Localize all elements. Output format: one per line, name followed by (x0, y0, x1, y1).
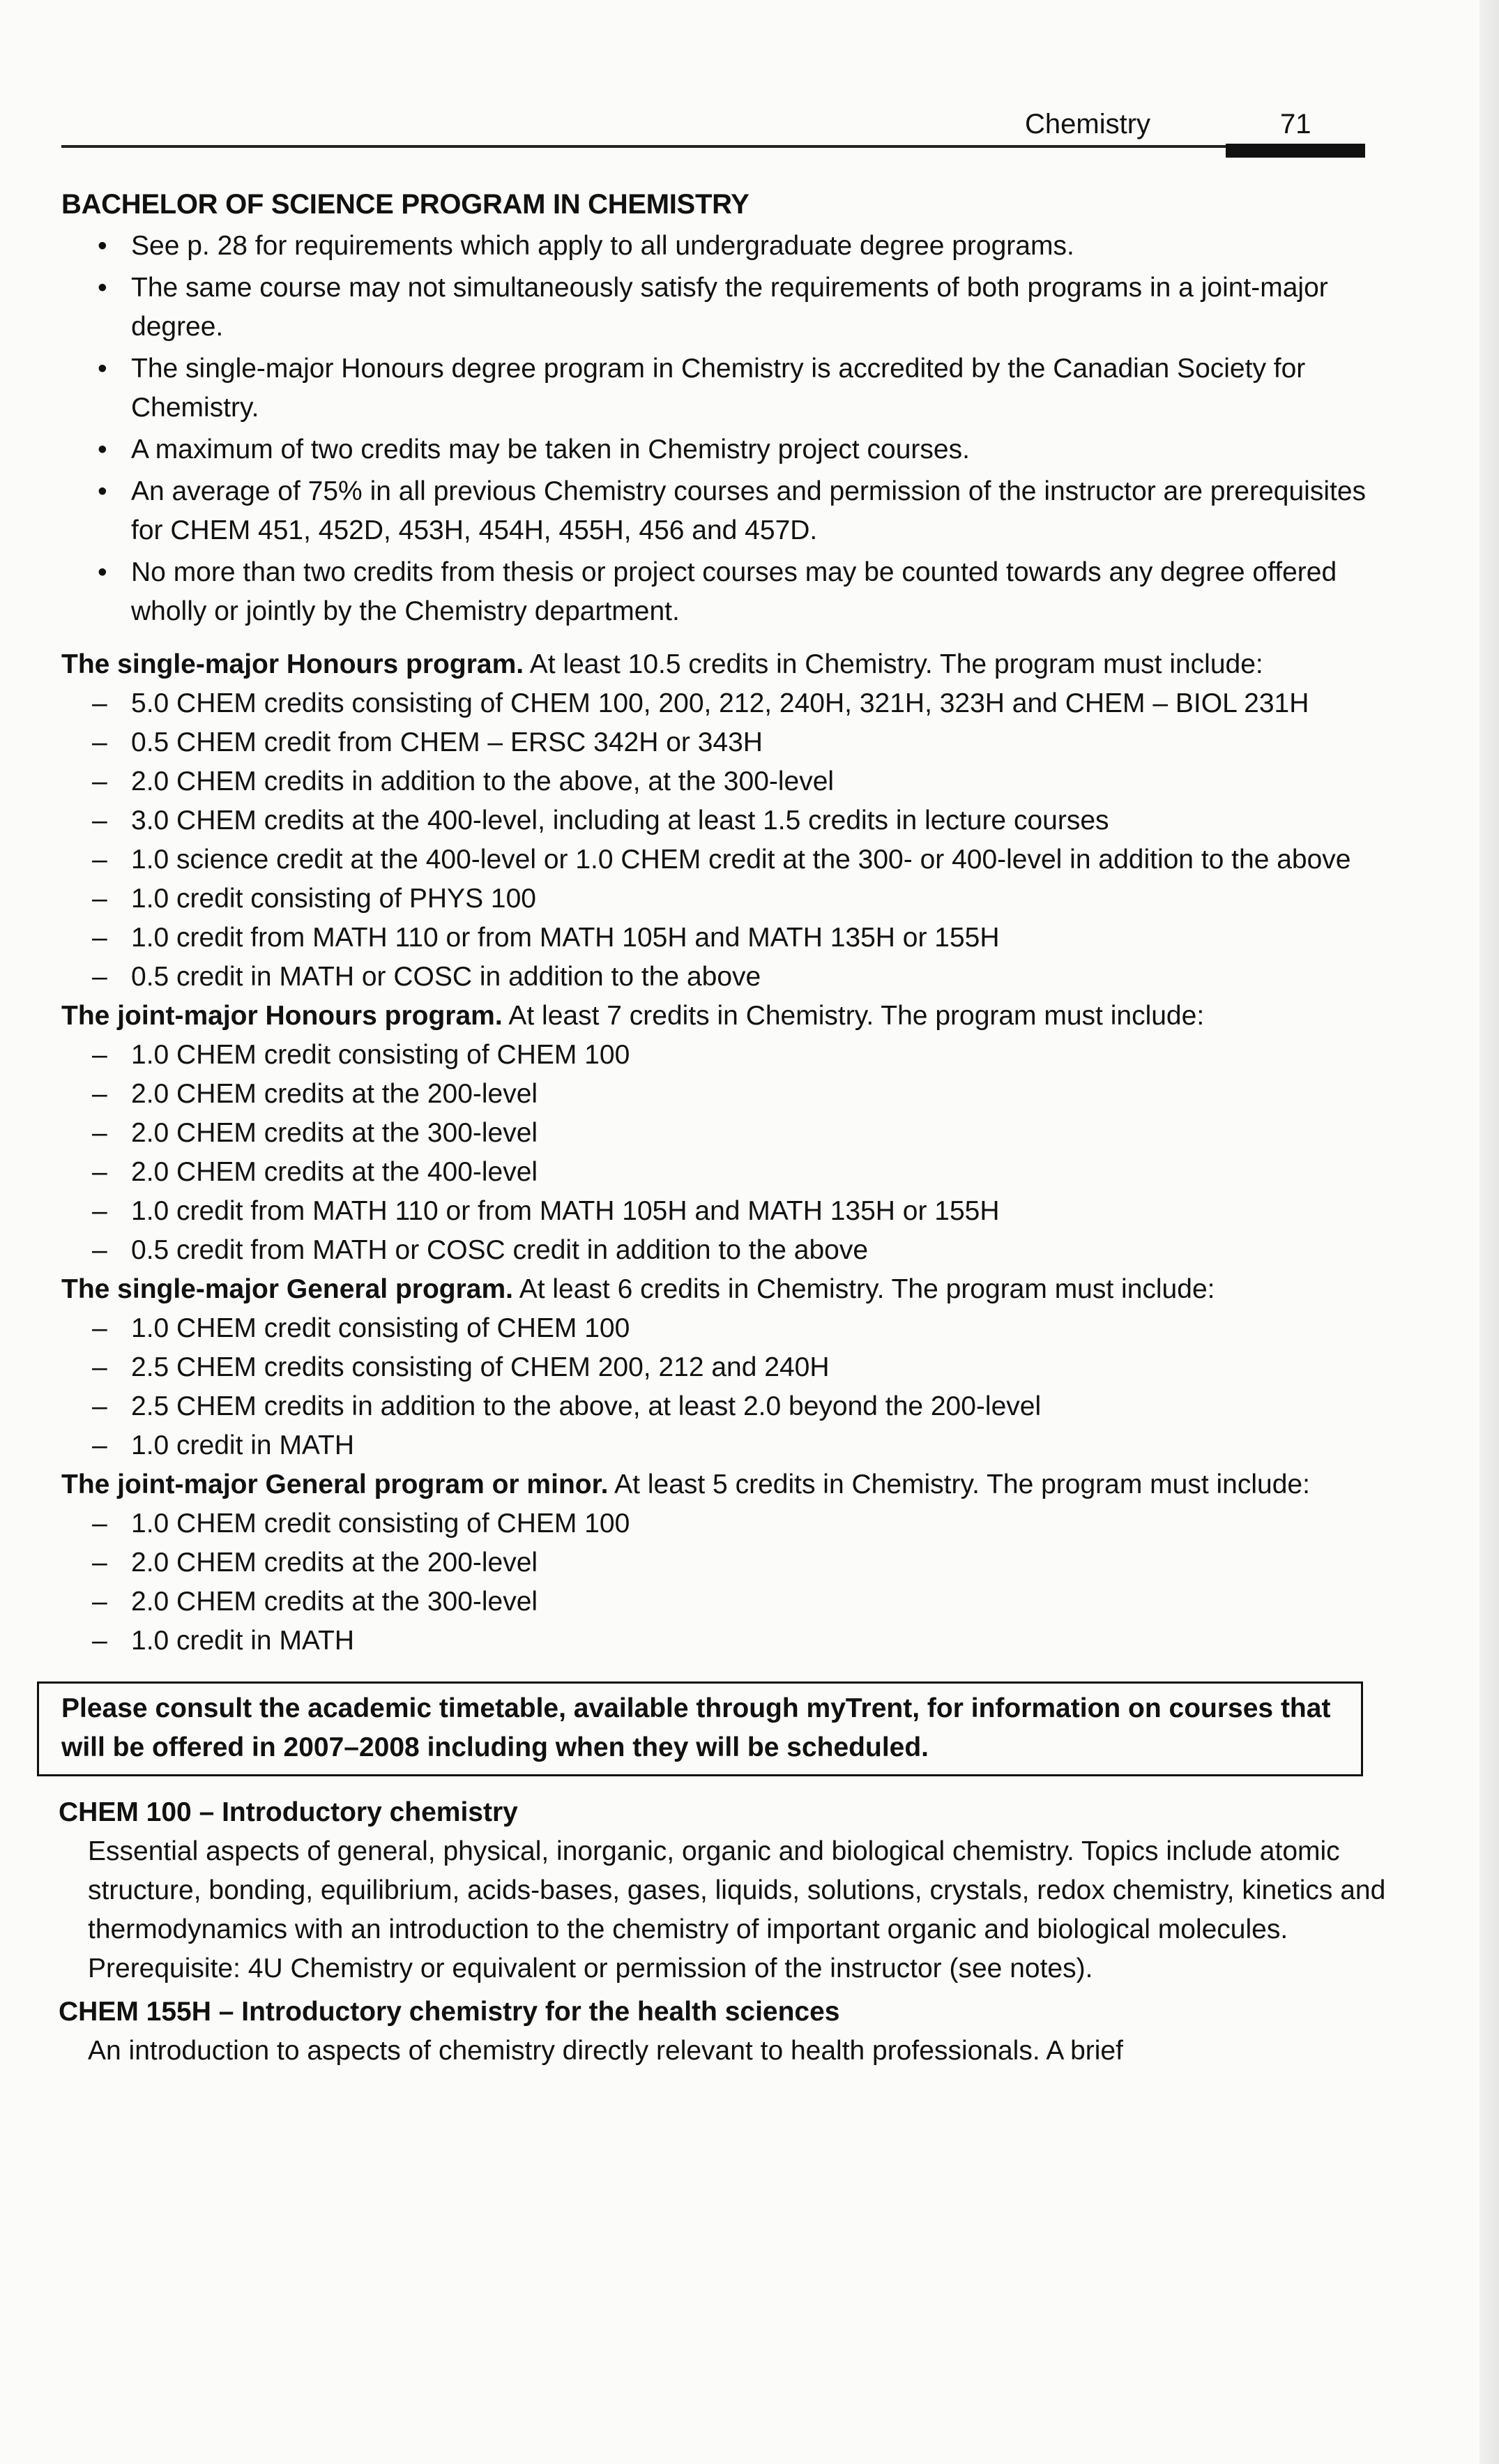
course-entry (61, 1793, 1386, 1988)
requirement-item: – 1.0 CHEM credit consisting of CHEM 100 (61, 1504, 1386, 1543)
requirement-item: – 2.0 CHEM credits at the 200-level (61, 1075, 1386, 1114)
program-intro (61, 1270, 1386, 1309)
page-content (61, 185, 1386, 2071)
program-notes-list (61, 227, 1386, 631)
requirement-item: – 1.0 CHEM credit consisting of CHEM 100 (61, 1309, 1386, 1348)
program-requirements-list (61, 1309, 1386, 1465)
requirement-item: – 1.0 science credit at the 400-level or 1.0 CHEM credit at the 300- or 400-level in addition to the above (61, 840, 1386, 879)
running-head (1004, 105, 1367, 146)
course-description: An introduction to aspects of chemistry directly relevant to health professionals. A brief (88, 2036, 1123, 2066)
program-note: • The single-major Honours degree program in Chemistry is accredited by the Canadian Society for Chemistry. (61, 349, 1386, 428)
section-heading: BACHELOR OF SCIENCE PROGRAM IN CHEMISTRY (61, 189, 750, 220)
program-requirements-list (61, 1036, 1386, 1270)
program-note: • A maximum of two credits may be taken in Chemistry project courses. (61, 430, 1386, 469)
requirement-item: – 1.0 credit in MATH (61, 1622, 1386, 1661)
program-requirement: At least 7 credits in Chemistry. The program must include: (508, 1001, 1205, 1031)
scan-edge (1479, 0, 1499, 2464)
header-rule-tab (1226, 144, 1365, 158)
requirement-item: – 2.0 CHEM credits at the 400-level (61, 1153, 1386, 1192)
requirement-item: – 2.5 CHEM credits consisting of CHEM 200, 212 and 240H (61, 1348, 1386, 1387)
requirement-item: – 1.0 credit consisting of PHYS 100 (61, 879, 1386, 919)
requirement-item: – 0.5 credit from MATH or COSC credit in addition to the above (61, 1231, 1386, 1270)
timetable-notice: Please consult the academic timetable, available through myTrent, for information on courses that will be offered in 2007–2008 including when they will be scheduled. (37, 1681, 1363, 1776)
program-note: • An average of 75% in all previous Chemistry courses and permission of the instructor are prerequisites for CHEM 451, 452D, 453H, 454H, 455H, 456 and 457D. (61, 472, 1386, 550)
program-note: • No more than two credits from thesis or project courses may be counted towards any degree offered wholly or jointly by the Chemistry department. (61, 553, 1386, 631)
requirement-item: – 5.0 CHEM credits consisting of CHEM 100, 200, 212, 240H, 321H, 323H and CHEM – BIOL 231H (61, 684, 1386, 723)
program-note: • The same course may not simultaneously satisfy the requirements of both programs in a joint-major degree. (61, 269, 1386, 347)
requirement-item: – 1.0 credit from MATH 110 or from MATH 105H and MATH 135H or 155H (61, 1192, 1386, 1231)
program-requirements-list (61, 684, 1386, 997)
course-entry (61, 1993, 1386, 2071)
requirement-item: – 2.0 CHEM credits at the 300-level (61, 1114, 1386, 1153)
page-number: 71 (1280, 109, 1311, 139)
program-name: The joint-major General program or minor. (61, 1469, 609, 1499)
header-rule (61, 145, 1360, 148)
program-note: • See p. 28 for requirements which apply to all undergraduate degree programs. (61, 227, 1386, 266)
requirement-item: – 2.0 CHEM credits in addition to the above, at the 300-level (61, 762, 1386, 801)
course-description: Essential aspects of general, physical, inorganic, organic and biological chemistry. Topics include atomic structure, bonding, equilibrium, acids-bases, gases, liquids, solutions, crystals, redox chemistry, kinetics and thermodynamics with an introduction to the chemistry of important organic and biological molecules. Prerequisite: 4U Chemistry or equivalent or permission of the instructor (see notes). (88, 1836, 1386, 1983)
requirement-item: – 0.5 CHEM credit from CHEM – ERSC 342H or 343H (61, 723, 1386, 762)
program-name: The single-major General program. (61, 1274, 513, 1304)
program-requirement: At least 5 credits in Chemistry. The program must include: (614, 1469, 1310, 1499)
course-title: CHEM 155H – Introductory chemistry for the health sciences (59, 1997, 840, 2027)
program-requirement: At least 6 credits in Chemistry. The program must include: (519, 1274, 1215, 1304)
requirement-item: – 1.0 credit in MATH (61, 1426, 1386, 1465)
program-intro (61, 645, 1386, 684)
requirement-item: – 1.0 CHEM credit consisting of CHEM 100 (61, 1036, 1386, 1075)
requirement-item: – 2.0 CHEM credits at the 300-level (61, 1582, 1386, 1622)
program-requirements-list (61, 1504, 1386, 1661)
requirement-item: – 2.0 CHEM credits at the 200-level (61, 1543, 1386, 1582)
program-intro (61, 1465, 1386, 1504)
program-intro (61, 997, 1386, 1036)
course-title: CHEM 100 – Introductory chemistry (59, 1797, 518, 1827)
running-head-section: Chemistry (1025, 109, 1151, 139)
program-name: The joint-major Honours program. (61, 1001, 503, 1031)
program-name: The single-major Honours program. (61, 649, 524, 679)
requirement-item: – 2.5 CHEM credits in addition to the above, at least 2.0 beyond the 200-level (61, 1387, 1386, 1426)
requirement-item: – 0.5 credit in MATH or COSC in addition to the above (61, 958, 1386, 997)
requirement-item: – 3.0 CHEM credits at the 400-level, including at least 1.5 credits in lecture courses (61, 801, 1386, 840)
requirement-item: – 1.0 credit from MATH 110 or from MATH 105H and MATH 135H or 155H (61, 919, 1386, 958)
program-requirement: At least 10.5 credits in Chemistry. The program must include: (529, 649, 1263, 679)
